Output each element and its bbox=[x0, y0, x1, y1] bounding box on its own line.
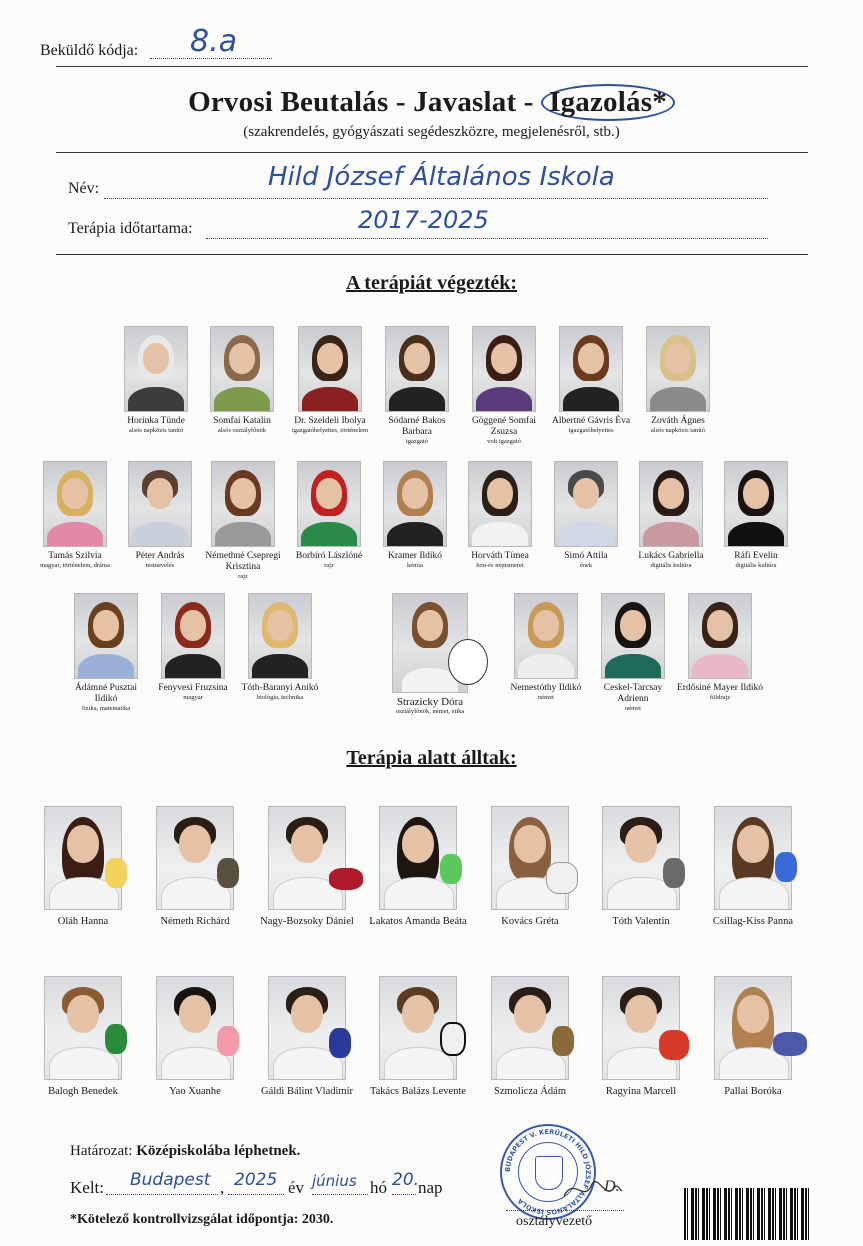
teacher-role: rajz bbox=[238, 573, 248, 580]
year-line bbox=[228, 1194, 284, 1195]
name-label: Név: bbox=[68, 180, 100, 197]
cartoon-pet-icon bbox=[546, 862, 578, 894]
year-suffix: év bbox=[288, 1178, 305, 1197]
teacher-photo bbox=[472, 326, 536, 412]
student-card bbox=[145, 806, 245, 928]
student-card bbox=[480, 806, 580, 928]
teacher-name: Albertné Gávris Éva bbox=[551, 416, 631, 426]
title-circled-text: Igazolás bbox=[549, 86, 653, 118]
teacher-role: magyar bbox=[183, 694, 203, 701]
issued-city: Budapest bbox=[130, 1170, 211, 1190]
cartoon-panda-icon bbox=[440, 1022, 466, 1056]
teacher-name: Ceskel-Tarcsay Adrienn bbox=[603, 683, 663, 704]
teacher-card bbox=[199, 326, 285, 435]
teacher-name: Somfai Katalin bbox=[213, 416, 271, 426]
title-text: Orvosi Beutalás - Javaslat - bbox=[188, 86, 542, 118]
teacher-photo bbox=[297, 461, 361, 547]
teacher-photo bbox=[74, 593, 138, 679]
teacher-card bbox=[372, 461, 458, 570]
barcode bbox=[684, 1188, 812, 1240]
checkup-note: *Kötelező kontrollvizsgálat időpontja: 2030. bbox=[70, 1212, 334, 1227]
day-prefix: hó bbox=[370, 1178, 387, 1197]
teacher-card bbox=[286, 461, 372, 570]
cartoon-stitch-icon bbox=[329, 1028, 351, 1058]
svg-text:BUDAPEST V. KERÜLETI HILD JÓZS: BUDAPEST V. KERÜLETI HILD JÓZSEF ÁLTALÁNOS ISKOLA bbox=[503, 1127, 593, 1217]
student-card bbox=[480, 976, 580, 1098]
teacher-role: fizika, matematika bbox=[81, 705, 131, 712]
cartoon-disgust-icon bbox=[440, 854, 462, 884]
signature-line bbox=[506, 1210, 624, 1211]
teacher-role: alsós napközis tanító bbox=[128, 427, 184, 434]
teacher-card bbox=[287, 326, 373, 435]
teacher-role: földrajz bbox=[709, 694, 731, 701]
student-card bbox=[145, 976, 245, 1098]
teacher-photo bbox=[298, 326, 362, 412]
teacher-card bbox=[63, 593, 149, 713]
teacher-name: Némethné Csepregi Krisztina bbox=[205, 551, 281, 572]
cartoon-patrick-icon bbox=[217, 1026, 239, 1056]
student-name: Takács Balázs Levente bbox=[369, 1086, 467, 1097]
teacher-role: igazgatóhelyettes, történelem bbox=[291, 427, 369, 434]
teacher-card bbox=[503, 593, 589, 702]
issued-label: Kelt: bbox=[70, 1178, 104, 1197]
teacher-name: Lukács Gabriella bbox=[638, 551, 704, 561]
signature-initial: D. bbox=[604, 1178, 620, 1195]
decision-line bbox=[70, 1143, 300, 1160]
teacher-role: osztályfőnök, német, etika bbox=[395, 708, 465, 715]
teacher-card-featured bbox=[370, 593, 490, 716]
month-line bbox=[312, 1194, 368, 1195]
teacher-card bbox=[543, 461, 629, 570]
teacher-card bbox=[548, 326, 634, 435]
student-photo bbox=[602, 976, 680, 1080]
teacher-name: Zováth Ágnes bbox=[651, 416, 705, 426]
form-subtitle: (szakrendelés, gyógyászati segédeszközre, megjelenésről, stb.) bbox=[243, 124, 620, 140]
duration-value: 2017-2025 bbox=[358, 206, 489, 234]
name-value: Hild József Általános Iskola bbox=[268, 162, 615, 192]
teacher-card bbox=[457, 461, 543, 570]
sender-code-label: Beküldő kódja: bbox=[40, 42, 139, 59]
student-name: Szmolicza Ádám bbox=[493, 1086, 567, 1097]
student-photo bbox=[268, 806, 346, 910]
teacher-photo bbox=[559, 326, 623, 412]
teacher-name: Erdősiné Mayer Ildikó bbox=[677, 683, 764, 693]
teacher-card bbox=[635, 326, 721, 435]
student-card bbox=[257, 806, 357, 928]
teacher-photo bbox=[161, 593, 225, 679]
student-name: Csillag-Kiss Panna bbox=[712, 916, 794, 927]
teacher-role: igazgató bbox=[405, 438, 429, 445]
circled-word bbox=[541, 84, 675, 121]
student-card bbox=[703, 976, 803, 1098]
teacher-card bbox=[677, 593, 763, 702]
teacher-photo bbox=[468, 461, 532, 547]
teacher-card bbox=[713, 461, 799, 570]
comma: , bbox=[220, 1178, 225, 1197]
teacher-card bbox=[461, 326, 547, 446]
teacher-card bbox=[150, 593, 236, 702]
students-heading: Terápia alatt álltak: bbox=[346, 747, 517, 769]
teacher-photo bbox=[724, 461, 788, 547]
cartoon-wolf-icon bbox=[663, 858, 685, 888]
teacher-photo bbox=[514, 593, 578, 679]
teacher-card bbox=[590, 593, 676, 713]
teacher-name: Nemestóthy Ildikó bbox=[510, 683, 582, 693]
teacher-photo bbox=[43, 461, 107, 547]
teacher-role: ének bbox=[579, 562, 593, 569]
teacher-role: német bbox=[625, 705, 641, 712]
teacher-card bbox=[200, 461, 286, 581]
teacher-photo bbox=[383, 461, 447, 547]
decision-label: Határozat: bbox=[70, 1143, 133, 1159]
student-photo bbox=[714, 976, 792, 1080]
teacher-role: igazgatóhelyettes bbox=[568, 427, 614, 434]
form-title bbox=[0, 84, 863, 121]
cartoon-dragon-icon bbox=[329, 868, 363, 890]
teacher-role: alsós osztályfőnök bbox=[217, 427, 267, 434]
student-card bbox=[33, 976, 133, 1098]
student-card bbox=[368, 976, 468, 1098]
student-name: Oláh Hanna bbox=[57, 916, 109, 927]
cartoon-crab-icon bbox=[659, 1030, 689, 1060]
issued-day: 20. bbox=[392, 1170, 420, 1190]
student-name: Balogh Benedek bbox=[48, 1086, 118, 1097]
decision-value: Középiskolába léphetnek. bbox=[136, 1143, 301, 1159]
mid-rule bbox=[56, 152, 808, 153]
teacher-card bbox=[628, 461, 714, 570]
teacher-name: Kramer Ildikó bbox=[387, 551, 443, 561]
teacher-role: biológia, technika bbox=[256, 694, 304, 701]
teacher-role: hon-és népismeret bbox=[476, 562, 524, 569]
student-name: Németh Richárd bbox=[160, 916, 230, 927]
teacher-role: testnevelés bbox=[145, 562, 175, 569]
teacher-name: Göggené Somfai Zsuzsa bbox=[471, 416, 537, 437]
duration-label: Terápia időtartama: bbox=[68, 220, 193, 237]
teacher-name: Horváth Tímea bbox=[471, 551, 529, 561]
teacher-photo bbox=[211, 461, 275, 547]
student-name: Kovács Gréta bbox=[501, 916, 559, 927]
teacher-name: Simó Attila bbox=[564, 551, 608, 561]
issued-year: 2025 bbox=[234, 1170, 278, 1190]
teacher-name: Strazicky Dóra bbox=[396, 696, 464, 708]
teacher-name: Péter András bbox=[135, 551, 185, 561]
teacher-role: német bbox=[538, 694, 554, 701]
sender-code-value: 8.a bbox=[190, 24, 238, 59]
student-name: Gáldi Bálint Vladimír bbox=[261, 1086, 353, 1097]
teacher-name: Sódarné Bakos Barbara bbox=[388, 416, 446, 437]
teacher-photo bbox=[210, 326, 274, 412]
hello-kitty-icon bbox=[448, 639, 488, 685]
teacher-photo bbox=[248, 593, 312, 679]
teacher-name: Horinka Tünde bbox=[127, 416, 185, 426]
student-card bbox=[591, 976, 691, 1098]
title-star: * bbox=[652, 86, 667, 118]
teacher-photo bbox=[639, 461, 703, 547]
cartoon-sadness-icon bbox=[775, 852, 797, 882]
teacher-card bbox=[113, 326, 199, 435]
issued-month: június bbox=[312, 1172, 357, 1190]
teacher-role: kémia bbox=[407, 562, 423, 569]
student-photo bbox=[491, 806, 569, 910]
teacher-role: digitális kultúra bbox=[650, 562, 692, 569]
student-name: Lakatos Amanda Beáta bbox=[369, 916, 467, 927]
teacher-name: Fenyvesi Fruzsina bbox=[158, 683, 228, 693]
teachers-heading: A terápiát végezték: bbox=[345, 272, 518, 294]
day-line bbox=[392, 1194, 416, 1195]
student-name: Tóth Valentin bbox=[612, 916, 670, 927]
cartoon-shifu-icon bbox=[552, 1026, 574, 1056]
teacher-name: Ráfi Evelin bbox=[734, 551, 778, 561]
cartoon-ben10-icon bbox=[105, 1024, 127, 1054]
student-name: Yao Xuanhe bbox=[169, 1086, 221, 1097]
cartoon-soldier-icon bbox=[217, 858, 239, 888]
teacher-name: Ádámné Pusztai Ildikó bbox=[74, 683, 137, 704]
teacher-card bbox=[32, 461, 118, 570]
signature-role: osztályvezető bbox=[516, 1214, 593, 1229]
teacher-card bbox=[117, 461, 203, 570]
teacher-name: Tamás Szilvia bbox=[48, 551, 102, 561]
teacher-role: digitális kultúra bbox=[735, 562, 777, 569]
name-line bbox=[104, 198, 768, 199]
student-card bbox=[257, 976, 357, 1098]
teacher-photo bbox=[128, 461, 192, 547]
teacher-card bbox=[374, 326, 460, 446]
student-name: Ragyina Marcell bbox=[605, 1086, 677, 1097]
teacher-photo bbox=[646, 326, 710, 412]
teacher-photo bbox=[124, 326, 188, 412]
teacher-photo bbox=[601, 593, 665, 679]
city-line bbox=[106, 1194, 218, 1195]
top-rule bbox=[56, 66, 808, 67]
cartoon-bat-icon bbox=[773, 1032, 807, 1056]
student-name: Nagy-Bozsoky Dániel bbox=[260, 916, 354, 927]
teacher-card bbox=[237, 593, 323, 702]
teacher-role: magyar, történelem, dráma bbox=[40, 562, 110, 569]
duration-line bbox=[206, 238, 768, 239]
cartoon-joy-icon bbox=[105, 858, 127, 888]
teacher-name: Borbíró Lászlóné bbox=[295, 551, 363, 561]
teacher-photo bbox=[688, 593, 752, 679]
teacher-name: Dr. Szeldeli Ibolya bbox=[294, 416, 366, 426]
student-card bbox=[591, 806, 691, 928]
teacher-name: Tóth-Baranyi Anikó bbox=[241, 683, 319, 693]
teacher-photo bbox=[554, 461, 618, 547]
student-card bbox=[368, 806, 468, 928]
day-suffix: nap bbox=[418, 1178, 443, 1197]
teacher-role: rajz bbox=[324, 562, 334, 569]
student-card bbox=[33, 806, 133, 928]
student-name: Pallai Boróka bbox=[724, 1086, 782, 1097]
student-card bbox=[703, 806, 803, 928]
teacher-role: alsós napközis tanító bbox=[650, 427, 706, 434]
teacher-role: volt igazgató bbox=[487, 438, 521, 445]
lower-rule bbox=[56, 254, 808, 255]
teacher-photo bbox=[385, 326, 449, 412]
